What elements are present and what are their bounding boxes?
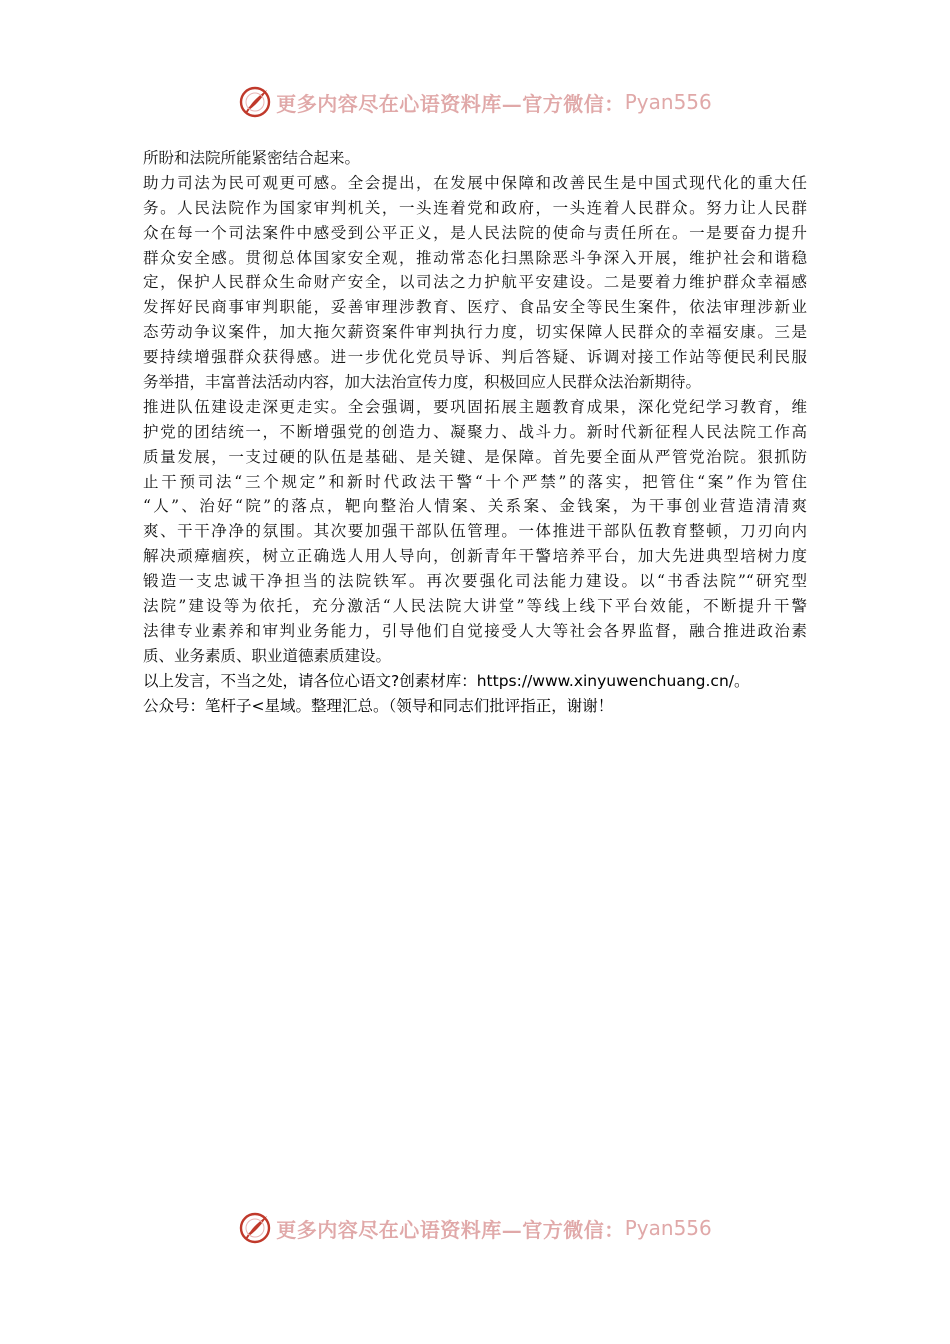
footer-wechat-id: Pyan556 [624,1216,712,1240]
body-line: 务。人民法院作为国家审判机关，一头连着党和政府，一头连着人民群众。努力让人民群 [143,198,807,217]
footer-slogan: 更多内容尽在心语资料库—官方微信： [276,1217,625,1242]
body-line: 解决顽瘴痼疾，树立正确选人用人导向，创新青年干警培养平台，加大先进典型培树力度 [143,547,807,566]
body-line: 要持续增强群众获得感。进一步优化党员导诉、判后答疑、诉调对接工作站等便民利民服 [143,348,807,367]
body-line: 态劳动争议案件，加大拖欠薪资案件审判执行力度，切实保障人民群众的幸福安康。三是 [143,323,807,342]
body-line: 爽、干干净净的氛围。其次要加强干部队伍管理。一体推进干部队伍教育整顿，刀刃向内 [143,522,807,541]
header-slogan: 更多内容尽在心语资料库—官方微信： [276,91,625,116]
quill-logo-icon [238,1211,272,1245]
header-wechat-id: Pyan556 [624,90,712,114]
body-line: 锻造一支忠诚干净担当的法院铁军。再次要强化司法能力建设。以“书香法院”“研究型 [143,572,807,591]
body-line: 质、业务素质、职业道德素质建设。 [143,646,392,665]
body-line: 法律专业素养和审判业务能力，引导他们自觉接受人大等社会各界监督，融合推进政治素 [143,621,807,640]
header-banner [0,82,950,122]
body-line: 推进队伍建设走深更走实。全会强调，要巩固拓展主题教育成果，深化党纪学习教育，维 [143,397,807,416]
quill-logo-icon [238,85,272,119]
footer-banner [0,1208,950,1248]
closing-line-account: 公众号：笔杆子<星域。整理汇总。（领导和同志们批评指正，谢谢！ [143,696,614,715]
body-line: 止干预司法“三个规定”和新时代政法干警“十个严禁”的落实，把管住“案”作为管住 [143,472,807,491]
body-line: 法院”建设等为依托，充分激活“人民法院大讲堂”等线上线下平台效能，不断提升干警 [143,597,807,616]
document-body [143,146,807,718]
closing-line-source: 以上发言，不当之处，请各位心语文?创素材库：https://www.xinyuwenchuang.cn/。 [143,671,750,690]
body-line: 所盼和法院所能紧密结合起来。 [143,149,361,167]
body-line: 定，保护人民群众生命财产安全，以司法之力护航平安建设。二是要着力维护群众幸福感 [143,273,807,292]
body-line: “人”、治好“院”的落点，靶向整治人情案、关系案、金钱案，为干事创业营造清清爽 [143,497,807,516]
body-line: 质量发展，一支过硬的队伍是基础、是关键、是保障。首先要全面从严管党治院。狠抓防 [143,447,807,466]
body-line: 发挥好民商事审判职能，妥善审理涉教育、医疗、食品安全等民生案件，依法审理涉新业 [143,298,807,317]
body-line: 群众安全感。贯彻总体国家安全观，推动常态化扫黑除恶斗争深入开展，维护社会和谐稳 [143,248,807,267]
body-line: 务举措，丰富普法活动内容，加大法治宣传力度，积极回应人民群众法治新期待。 [143,373,702,392]
body-line: 护党的团结统一，不断增强党的创造力、凝聚力、战斗力。新时代新征程人民法院工作高 [143,422,807,441]
body-line: 众在每一个司法案件中感受到公平正义，是人民法院的使命与责任所在。一是要奋力提升 [143,223,807,242]
body-line: 助力司法为民可观更可感。全会提出，在发展中保障和改善民生是中国式现代化的重大任 [143,173,807,192]
